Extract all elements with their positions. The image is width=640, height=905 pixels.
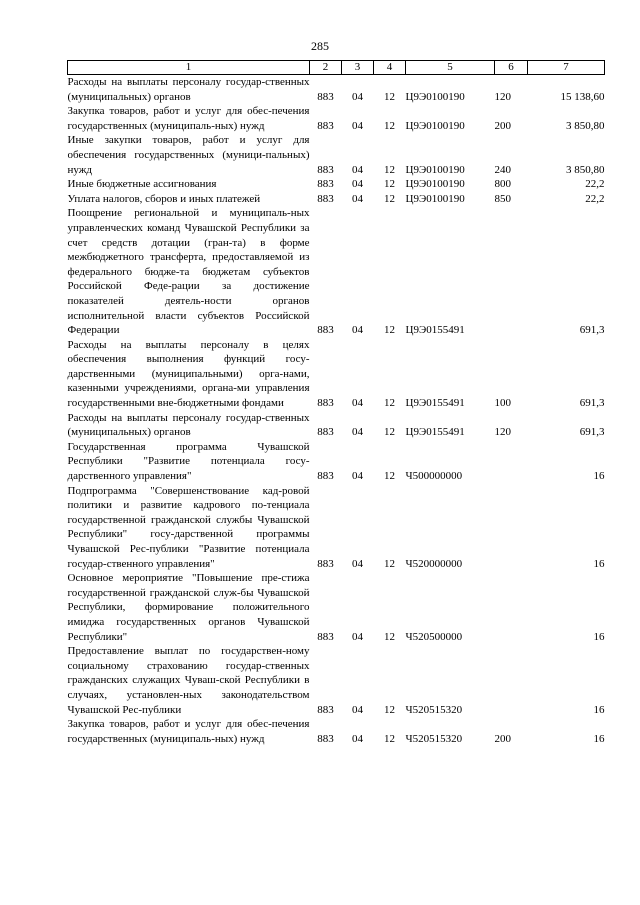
row-target-article-cell: Ц9Э0100190 [405,192,465,205]
row-section-cell: 04 [352,192,363,205]
row-target-article-cell: Ц9Э0100190 [405,163,465,176]
row-gr-cell: 883 [317,703,334,716]
table-body [68,75,605,747]
row-subsection-cell: 12 [384,703,395,716]
row-expense-type-cell: 850 [494,192,511,205]
row-name-cell: Расходы на выплаты персоналу государ-ственных (муниципальных) органов [67,76,310,103]
table-row [68,644,605,717]
row-name-cell: Государственная программа Чувашской Республики "Развитие потенциала госу-дарственного управления" [67,440,310,483]
row-amount-cell: 15 138,60 [560,90,605,103]
row-amount-cell: 691,3 [579,426,605,439]
header-col-6: 6 [495,61,528,75]
row-expense-type-cell: 120 [494,90,511,103]
row-amount-cell: 16 [593,557,605,570]
row-amount-cell: 16 [593,630,605,643]
row-section-cell: 04 [352,732,363,745]
row-target-article-cell: Ц9Э0100190 [405,178,465,191]
row-expense-type-cell [495,571,528,644]
row-amount-cell: 16 [593,732,605,745]
header-col-2: 2 [310,61,342,75]
row-subsection-cell: 12 [384,732,395,745]
row-subsection-cell: 12 [384,178,395,191]
row-target-article-cell: Ч520515320 [405,732,463,745]
row-subsection-cell: 12 [384,630,395,643]
row-target-article-cell: Ч520000000 [405,557,463,570]
header-col-1: 1 [68,61,310,75]
row-subsection-cell: 12 [384,163,395,176]
header-col-3: 3 [342,61,374,75]
table-row [68,411,605,440]
row-name-cell: Закупка товаров, работ и услуг для обес-печения государственных (муниципаль-ных) нужд [67,105,310,132]
row-expense-type-cell [495,644,528,717]
row-target-article-cell: Ч500000000 [405,470,463,483]
row-subsection-cell: 12 [384,426,395,439]
header-col-5: 5 [406,61,495,75]
row-amount-cell: 691,3 [579,324,605,337]
row-subsection-cell: 12 [384,397,395,410]
row-section-cell: 04 [352,630,363,643]
row-gr-cell: 883 [317,119,334,132]
row-target-article-cell: Ц9Э0155491 [405,426,465,439]
row-section-cell: 04 [352,397,363,410]
row-section-cell: 04 [352,703,363,716]
row-gr-cell: 883 [317,178,334,191]
row-section-cell: 04 [352,426,363,439]
row-expense-type-cell [495,206,528,337]
row-subsection-cell: 12 [384,324,395,337]
row-name-cell: Иные бюджетные ассигнования [67,178,217,191]
row-section-cell: 04 [352,90,363,103]
row-target-article-cell: Ц9Э0155491 [405,397,465,410]
row-gr-cell: 883 [317,90,334,103]
row-gr-cell: 883 [317,732,334,745]
row-amount-cell: 16 [593,470,605,483]
row-name-cell: Предоставление выплат по государствен-ному социальному страхованию государ-ственных гражданских служащих Чуваш-ской Республики в случаях, установлен-ных законодательством Чувашской Рес-публики [67,645,310,716]
row-name-cell: Подпрограмма "Совершенствование кад-ровой политики и развитие кадрового по-тенциала государственной гражданской службы Чувашской Республики" госу-дарственной программы Чувашской Рес-публики "Развитие потенциала государ-ственного управления" [67,484,310,570]
row-subsection-cell: 12 [384,557,395,570]
row-subsection-cell: 12 [384,119,395,132]
row-name-cell: Уплата налогов, сборов и иных платежей [67,192,261,205]
row-gr-cell: 883 [317,163,334,176]
table-row [68,75,605,105]
row-expense-type-cell [495,484,528,572]
row-amount-cell: 16 [593,703,605,716]
row-name-cell: Закупка товаров, работ и услуг для обес-печения государственных (муниципаль-ных) нужд [67,718,310,745]
row-name-cell: Расходы на выплаты персоналу в целях обеспечения выполнения функций госу-дарственными (муниципальными) орга-нами, казенными учреждениями, органа-ми управления государственными вне-бюджетными фондами [67,338,310,410]
row-expense-type-cell: 100 [494,397,511,410]
row-subsection-cell: 12 [384,90,395,103]
row-name-cell: Иные закупки товаров, работ и услуг для обеспечения государственных (муници-пальных) нужд [67,134,310,176]
table-row [68,206,605,337]
row-name-cell: Расходы на выплаты персоналу государ-ственных (муниципальных) органов [67,411,310,439]
row-target-article-cell: Ц9Э0155491 [405,324,465,337]
row-expense-type-cell: 240 [494,163,511,176]
page-number: 285 [311,39,329,53]
row-target-article-cell: Ч520515320 [405,703,463,716]
row-target-article-cell: Ч520500000 [405,630,463,643]
row-section-cell: 04 [352,163,363,176]
header-col-4: 4 [374,61,406,75]
row-gr-cell: 883 [317,192,334,205]
table-header-row [68,61,605,75]
row-amount-cell: 22,2 [585,178,605,191]
row-section-cell: 04 [352,178,363,191]
table-row [68,440,605,484]
table-row [68,571,605,644]
table-row [68,177,605,192]
row-subsection-cell: 12 [384,192,395,205]
row-gr-cell: 883 [317,397,334,410]
row-expense-type-cell: 800 [494,178,511,191]
row-target-article-cell: Ц9Э0100190 [405,90,465,103]
table-row [68,192,605,207]
table-row [68,717,605,746]
row-section-cell: 04 [352,470,363,483]
table-row [68,104,605,133]
table-row [68,484,605,572]
row-gr-cell: 883 [317,426,334,439]
row-gr-cell: 883 [317,324,334,337]
row-section-cell: 04 [352,119,363,132]
row-gr-cell: 883 [317,630,334,643]
row-section-cell: 04 [352,557,363,570]
row-expense-type-cell: 200 [494,119,511,132]
row-expense-type-cell: 200 [494,732,511,745]
table-row [68,338,605,411]
row-gr-cell: 883 [317,557,334,570]
table-row [68,133,605,177]
row-amount-cell: 3 850,80 [566,119,605,132]
row-amount-cell: 3 850,80 [566,163,605,176]
row-amount-cell: 691,3 [579,397,605,410]
row-expense-type-cell [495,440,528,484]
row-section-cell: 04 [352,324,363,337]
row-name-cell: Основное мероприятие "Повышение пре-стижа государственной гражданской служ-бы Чувашской Республики, формирование положительного имиджа государственных органов Чувашской Республики" [67,572,310,643]
header-col-7: 7 [528,61,605,75]
budget-table [67,60,605,746]
row-expense-type-cell: 120 [494,426,511,439]
row-subsection-cell: 12 [384,470,395,483]
row-target-article-cell: Ц9Э0100190 [405,119,465,132]
row-amount-cell: 22,2 [585,192,605,205]
row-name-cell: Поощрение региональной и муниципаль-ных управленческих команд Чувашской Республики за счет средств дотации (гран-та) в форме межбюджетного трансферта, предоставляемой из федерального бюдже-та бюджетам субъектов Российской Феде-рации за достижение показателей деятель-ности органов исполнительной власти субъектов Российской Федерации [67,207,310,337]
row-gr-cell: 883 [317,470,334,483]
